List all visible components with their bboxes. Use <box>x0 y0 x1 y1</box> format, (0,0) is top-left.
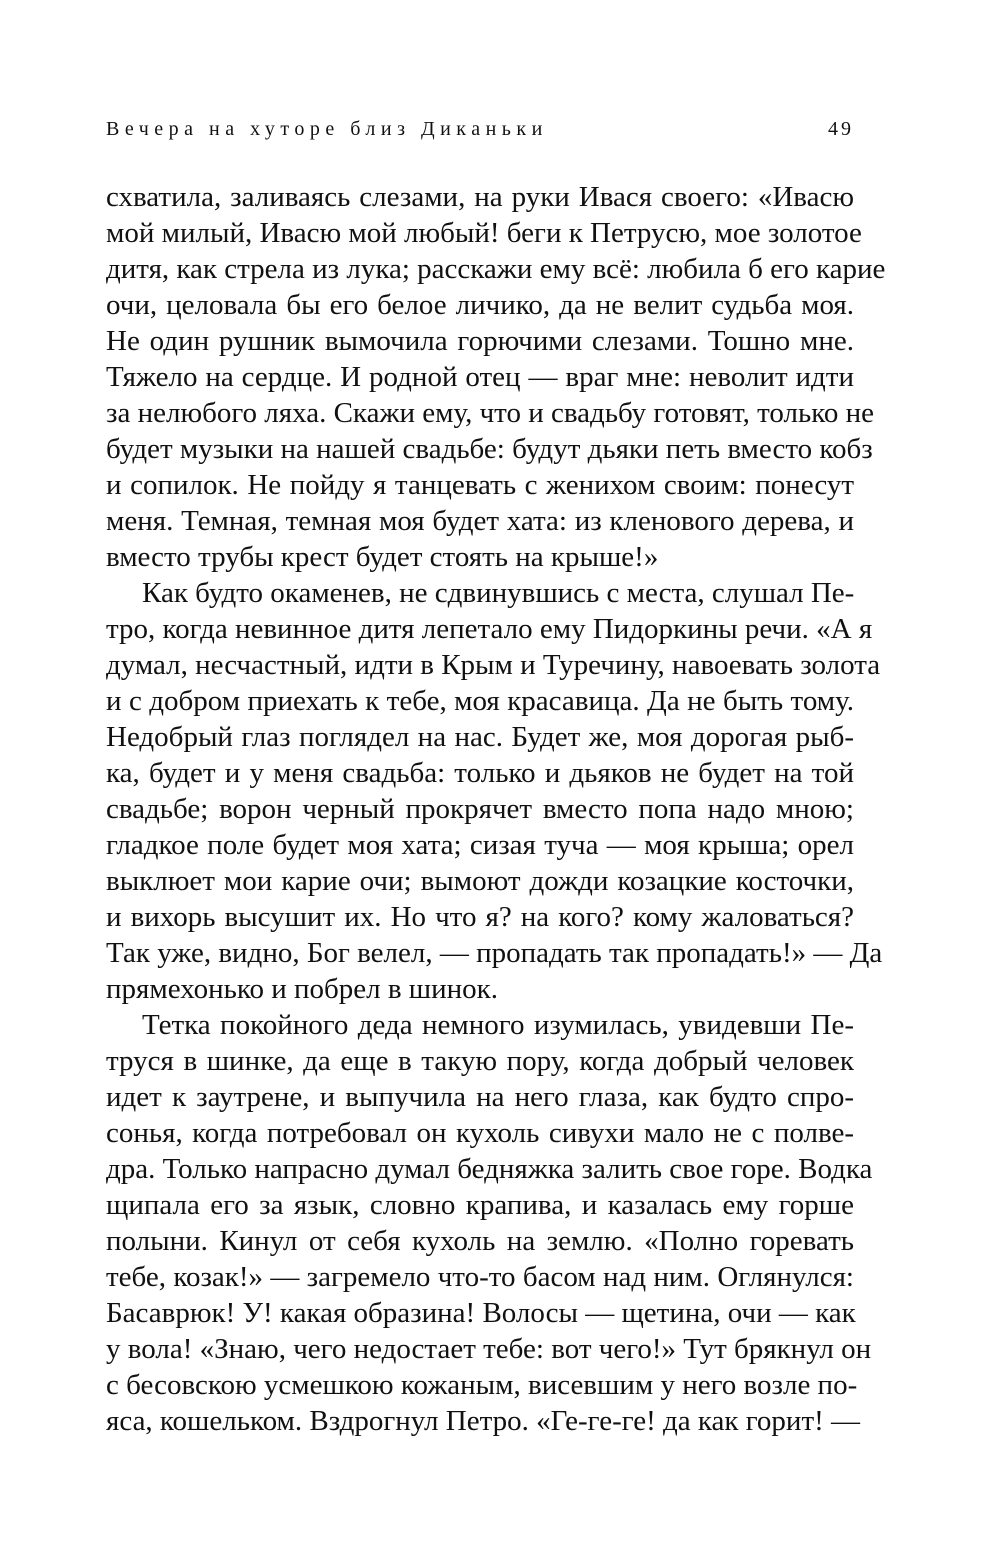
paragraph-last-line: вместо трубы крест будет стоять на крыше!» <box>106 541 659 573</box>
text-line: яса, кошельком. Вздрогнул Петро. «Ге-ге-ге! да как горит! — <box>106 1405 861 1437</box>
text-line: свадьбе; ворон черный прокрячет вместо попа надо мною; <box>106 793 854 825</box>
text-line: дитя, как стрела из лука; расскажи ему всё: любила б его карие <box>106 253 886 285</box>
text-line: Не один рушник вымочила горючими слезами. Тошно мне. <box>106 325 854 357</box>
text-line: меня. Темная, темная моя будет хата: из кленового дерева, и <box>106 505 854 537</box>
text-line: Недобрый глаз поглядел на нас. Будет же, моя дорогая рыб- <box>106 721 854 753</box>
text-line: и вихорь высушит их. Но что я? на кого? кому жаловаться? <box>106 901 854 933</box>
text-line: мой милый, Ивасю мой любый! беги к Петрусю, мое золотое <box>106 217 862 249</box>
text-line: идет к заутрене, и выпучила на него глаза, как будто спро- <box>106 1081 854 1113</box>
text-line: труся в шинке, да еще в такую пору, когда добрый человек <box>106 1045 854 1077</box>
text-line: с бесовскою усмешкою кожаным, висевшим у него возле по- <box>106 1369 858 1401</box>
text-line: думал, несчастный, идти в Крым и Туречину, навоевать золота <box>106 649 881 681</box>
text-line: у вола! «Знаю, чего недостает тебе: вот чего!» Тут брякнул он <box>106 1333 872 1365</box>
text-line: Так уже, видно, Бог велел, — пропадать так пропадать!» — Да <box>106 937 883 969</box>
book-page <box>106 118 886 1439</box>
paragraph-first-line: Тетка покойного деда немного изумилась, увидевши Пе- <box>142 1009 854 1041</box>
page-number: 49 <box>828 118 854 140</box>
running-header <box>106 118 854 152</box>
text-line: схватила, заливаясь слезами, на руки Ивася своего: «Ивасю <box>106 181 854 213</box>
text-line: будет музыки на нашей свадьбе: будут дьяки петь вместо кобз <box>106 433 873 465</box>
text-line: тебе, козак!» — загремело что-то басом над ним. Оглянулся: <box>106 1261 854 1293</box>
paragraph-last-line: прямехонько и побрел в шинок. <box>106 973 498 1005</box>
text-line: за нелюбого ляха. Скажи ему, что и свадьбу готовят, только не <box>106 397 874 429</box>
text-line: тро, когда невинное дитя лепетало ему Пидоркины речи. «А я <box>106 613 873 645</box>
text-line: дра. Только напрасно думал бедняжка залить свое горе. Водка <box>106 1153 873 1185</box>
running-title: Вечера на хуторе близ Диканьки <box>106 118 548 140</box>
text-line: очи, целовала бы его белое личико, да не велит судьба моя. <box>106 289 854 321</box>
text-line: и с добром приехать к тебе, моя красавица. Да не быть тому. <box>106 685 854 717</box>
text-line: сонья, когда потребовал он кухоль сивухи мало не с полве- <box>106 1117 854 1149</box>
text-line: Басаврюк! У! какая образина! Волосы — щетина, очи — как <box>106 1297 856 1329</box>
text-line: полыни. Кинул от себя кухоль на землю. «Полно горевать <box>106 1225 854 1257</box>
text-line: Тяжело на сердце. И родной отец — враг мне: неволит идти <box>106 361 854 393</box>
body-text <box>106 179 886 1439</box>
text-line: и сопилок. Не пойду я танцевать с женихом своим: понесут <box>106 469 854 501</box>
text-line: гладкое поле будет моя хата; сизая туча — моя крыша; орел <box>106 829 854 861</box>
text-line: ка, будет и у меня свадьба: только и дьяков не будет на той <box>106 757 854 789</box>
paragraph-first-line: Как будто окаменев, не сдвинувшись с места, слушал Пе- <box>142 577 855 609</box>
text-line: выклюет мои карие очи; вымоют дожди козацкие косточки, <box>106 865 854 897</box>
text-line: щипала его за язык, словно крапива, и казалась ему горше <box>106 1189 854 1221</box>
